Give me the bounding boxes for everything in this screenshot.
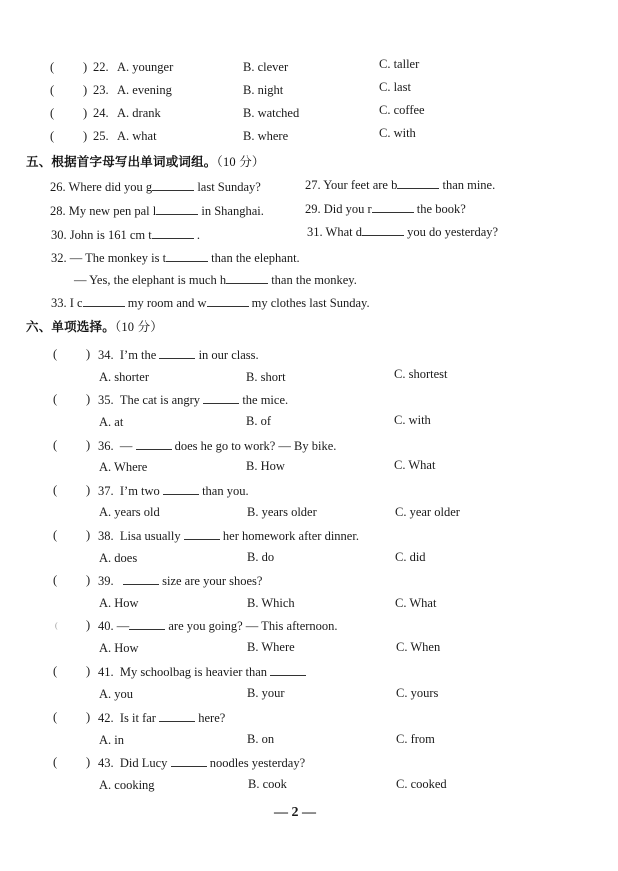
answer-blank[interactable] (152, 228, 194, 239)
option-b: B. clever (243, 60, 289, 74)
question-text: 30. John is 161 cm t (51, 228, 152, 242)
question-number: 24. (93, 106, 109, 120)
answer-paren-open-faint[interactable]: ( (55, 621, 58, 630)
option-a: A. in (99, 733, 124, 747)
question-text: 33. I c (51, 296, 83, 310)
stem-text: I’m two (119, 484, 163, 498)
option-a: A. does (99, 551, 138, 565)
option-a: A. How (99, 596, 139, 610)
option-b: B. watched (243, 106, 300, 120)
question-stem (98, 665, 306, 679)
option-b: B. of (246, 414, 271, 428)
answer-blank[interactable] (397, 178, 439, 189)
section-points: （10 分） (216, 155, 265, 169)
answer-blank (184, 529, 220, 540)
page-number: — 2 — (274, 805, 316, 820)
stem-text: are you going? — This afternoon. (165, 619, 338, 633)
answer-paren-open[interactable]: ( (53, 755, 58, 769)
answer-paren-open[interactable]: ( (53, 528, 58, 542)
answer-blank (159, 348, 195, 359)
answer-paren-close: ) (83, 129, 88, 143)
stem-text: Did Lucy (119, 756, 171, 770)
option-c: C. year older (395, 505, 460, 519)
question-text: 26. Where did you g (50, 180, 153, 194)
stem-text: size are your shoes? (159, 574, 263, 588)
option-c: C. yours (396, 686, 439, 700)
answer-paren-close: ) (86, 347, 91, 361)
option-b: B. years older (247, 505, 317, 519)
question-text: — Yes, the elephant is much h (74, 273, 227, 287)
answer-paren-close: ) (86, 438, 91, 452)
stem-text: does he go to work? — By bike. (171, 439, 337, 453)
question-stem (98, 529, 359, 543)
question-stem (98, 484, 249, 498)
answer-paren-open[interactable]: ( (50, 129, 55, 143)
option-a: A. How (99, 641, 139, 655)
answer-paren-close: ) (86, 710, 91, 724)
question-number: 36. (98, 439, 114, 453)
question-number: 43. (98, 756, 114, 770)
answer-paren-open[interactable]: ( (53, 438, 58, 452)
stem-text: noodles yesterday? (206, 756, 306, 770)
question-number: 38. (98, 529, 114, 543)
answer-paren-open[interactable]: ( (53, 710, 58, 724)
option-b: B. where (243, 129, 289, 143)
stem-text: I’m the (119, 348, 160, 362)
question-text: you do yesterday? (403, 225, 499, 239)
stem-text: in our class. (195, 348, 259, 362)
question-text: last Sunday? (194, 180, 261, 194)
option-b: B. cook (248, 777, 287, 791)
option-a: A. evening (117, 83, 172, 97)
option-b: B. Where (247, 640, 295, 654)
question-number: 35. (98, 393, 114, 407)
fill-blank-32-line2 (74, 273, 357, 287)
fill-blank-31 (307, 225, 498, 239)
answer-blank (203, 393, 239, 404)
answer-paren-close: ) (86, 664, 91, 678)
answer-blank[interactable] (372, 202, 414, 213)
option-a: A. Where (99, 460, 148, 474)
question-number: 42. (98, 711, 114, 725)
answer-blank (136, 439, 172, 450)
answer-paren-close: ) (86, 483, 91, 497)
stem-text: the mice. (239, 393, 289, 407)
stem-text: — (116, 619, 130, 633)
option-a: A. shorter (99, 370, 149, 384)
option-c: C. coffee (379, 103, 425, 117)
option-b: B. on (247, 732, 275, 746)
question-stem (98, 439, 336, 453)
answer-blank (163, 484, 199, 495)
question-number: 25. (93, 129, 109, 143)
stem-text: — (119, 439, 136, 453)
answer-blank (159, 711, 195, 722)
answer-paren-close: ) (86, 618, 91, 632)
stem-text: here? (195, 711, 226, 725)
question-number: 41. (98, 665, 114, 679)
answer-blank[interactable] (207, 296, 249, 307)
question-text: than the monkey. (268, 273, 357, 287)
question-text: . (193, 228, 200, 242)
option-c: C. did (395, 550, 426, 564)
stem-text: My schoolbag is heavier than (119, 665, 271, 679)
question-text: my room and w (124, 296, 207, 310)
question-stem (98, 393, 288, 407)
answer-blank[interactable] (226, 273, 268, 284)
question-stem (98, 756, 305, 770)
option-a: A. drank (117, 106, 161, 120)
answer-paren-open[interactable]: ( (53, 347, 58, 361)
fill-blank-28 (50, 204, 264, 218)
question-number: 22. (93, 60, 109, 74)
fill-blank-30 (51, 228, 200, 242)
question-text: 31. What d (307, 225, 362, 239)
question-text: 27. Your feet are b (305, 178, 398, 192)
option-c: C. What (395, 596, 437, 610)
stem-text: Lisa usually (119, 529, 184, 543)
question-number: 37. (98, 484, 114, 498)
answer-blank (123, 574, 159, 585)
option-c: C. from (396, 732, 435, 746)
fill-blank-27 (305, 178, 495, 192)
fill-blank-26 (50, 180, 261, 194)
option-b: B. your (247, 686, 285, 700)
answer-paren-close: ) (83, 60, 88, 74)
fill-blank-33 (51, 296, 370, 310)
answer-blank[interactable] (156, 204, 198, 215)
section-title: 六、单项选择。 (26, 319, 115, 334)
answer-paren-open[interactable]: ( (53, 664, 58, 678)
option-c: C. When (396, 640, 441, 654)
option-c: C. with (379, 126, 416, 140)
answer-paren-open[interactable]: ( (53, 573, 58, 587)
stem-text: Is it far (119, 711, 160, 725)
option-a: A. you (99, 687, 134, 701)
question-text: 32. — The monkey is t (51, 251, 167, 265)
question-number: 34. (98, 348, 114, 362)
option-c: C. taller (379, 57, 420, 71)
option-a: A. years old (99, 505, 160, 519)
answer-paren-close: ) (83, 106, 88, 120)
section-points: （10 分） (114, 320, 163, 334)
section-title: 五、根据首字母写出单词或词组。 (26, 154, 217, 169)
stem-text: than you. (198, 484, 249, 498)
question-stem (98, 348, 259, 362)
answer-paren-open[interactable]: ( (50, 83, 55, 97)
question-stem (98, 619, 338, 633)
option-c: C. last (379, 80, 411, 94)
answer-paren-open[interactable]: ( (50, 106, 55, 120)
answer-paren-close: ) (86, 755, 91, 769)
question-stem (98, 574, 262, 588)
question-number: 40. (98, 619, 114, 633)
answer-paren-open[interactable]: ( (50, 60, 55, 74)
fill-blank-29 (305, 202, 466, 216)
question-number: 39. (98, 574, 114, 588)
answer-paren-close: ) (83, 83, 88, 97)
option-b: B. night (243, 83, 284, 97)
question-text: than the elephant. (208, 251, 300, 265)
question-stem (98, 711, 225, 725)
stem-text: The cat is angry (119, 393, 204, 407)
question-text: than mine. (439, 178, 496, 192)
option-a: A. at (99, 415, 124, 429)
answer-blank (129, 619, 165, 630)
section-heading (26, 156, 265, 169)
question-number: 23. (93, 83, 109, 97)
option-c: C. with (394, 413, 431, 427)
question-text: 29. Did you r (305, 202, 372, 216)
question-text: 28. My new pen pal l (50, 204, 157, 218)
answer-paren-close: ) (86, 392, 91, 406)
question-text: my clothes last Sunday. (248, 296, 370, 310)
option-c: C. shortest (394, 367, 448, 381)
section-heading (26, 321, 163, 334)
option-c: C. What (394, 458, 436, 472)
option-b: B. Which (247, 596, 295, 610)
option-a: A. younger (117, 60, 174, 74)
answer-blank (171, 756, 207, 767)
question-text: in Shanghai. (198, 204, 264, 218)
answer-blank[interactable] (362, 225, 404, 236)
answer-paren-open[interactable]: ( (53, 483, 58, 497)
answer-blank[interactable] (83, 296, 125, 307)
option-b: B. short (246, 370, 286, 384)
option-b: B. do (247, 550, 275, 564)
answer-paren-close: ) (86, 573, 91, 587)
option-a: A. cooking (99, 778, 155, 792)
question-text: the book? (413, 202, 466, 216)
option-b: B. How (246, 459, 285, 473)
answer-blank (270, 665, 306, 676)
stem-text: her homework after dinner. (219, 529, 359, 543)
answer-blank[interactable] (152, 180, 194, 191)
answer-paren-close: ) (86, 528, 91, 542)
option-c: C. cooked (396, 777, 447, 791)
answer-blank[interactable] (166, 251, 208, 262)
answer-paren-open[interactable]: ( (53, 392, 58, 406)
option-a: A. what (117, 129, 157, 143)
fill-blank-32-line1 (51, 251, 300, 265)
